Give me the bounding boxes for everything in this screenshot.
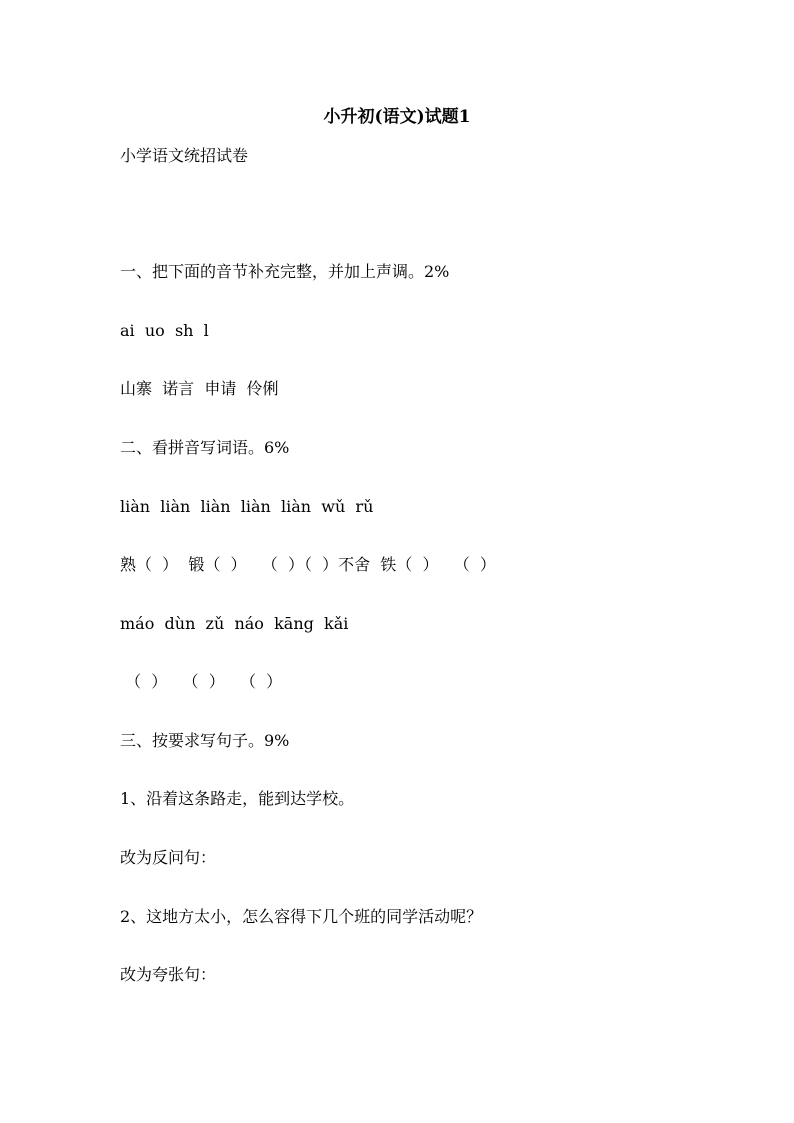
document-title: 小升初(语文)试题1: [323, 107, 471, 127]
section-2-pinyin-line-1: liàn liàn liàn liàn liàn wǔ rǔ: [120, 497, 374, 516]
section-3-item-2-instruction: 改为夸张句：: [120, 965, 217, 984]
section-2-pinyin-line-2: máo dùn zǔ náo kāng kǎi: [120, 614, 349, 633]
document-subtitle: 小学语文统招试卷: [120, 146, 249, 165]
section-3-item-2: 2、这地方太小，怎么容得下几个班的同学活动呢？: [120, 907, 483, 926]
section-1-heading: 一、把下面的音节补充完整，并加上声调。2%: [120, 262, 450, 281]
section-2-answer-line-2: （ ） （ ） （ ）: [120, 672, 283, 691]
section-2-heading: 二、看拼音写词语。6%: [120, 438, 290, 457]
section-3-heading: 三、按要求写句子。9%: [120, 731, 290, 750]
section-2-answer-line-1: 熟（ ） 锻（ ） （ ）（ ）不舍 铁（ ） （ ）: [120, 555, 496, 574]
section-1-words-line: 山寨 诺言 申请 伶俐: [120, 379, 279, 398]
section-3-item-1: 1、沿着这条路走，能到达学校。: [120, 789, 355, 808]
section-3-item-1-instruction: 改为反问句：: [120, 848, 217, 867]
section-1-pinyin-line: ai uo sh l: [120, 321, 209, 340]
